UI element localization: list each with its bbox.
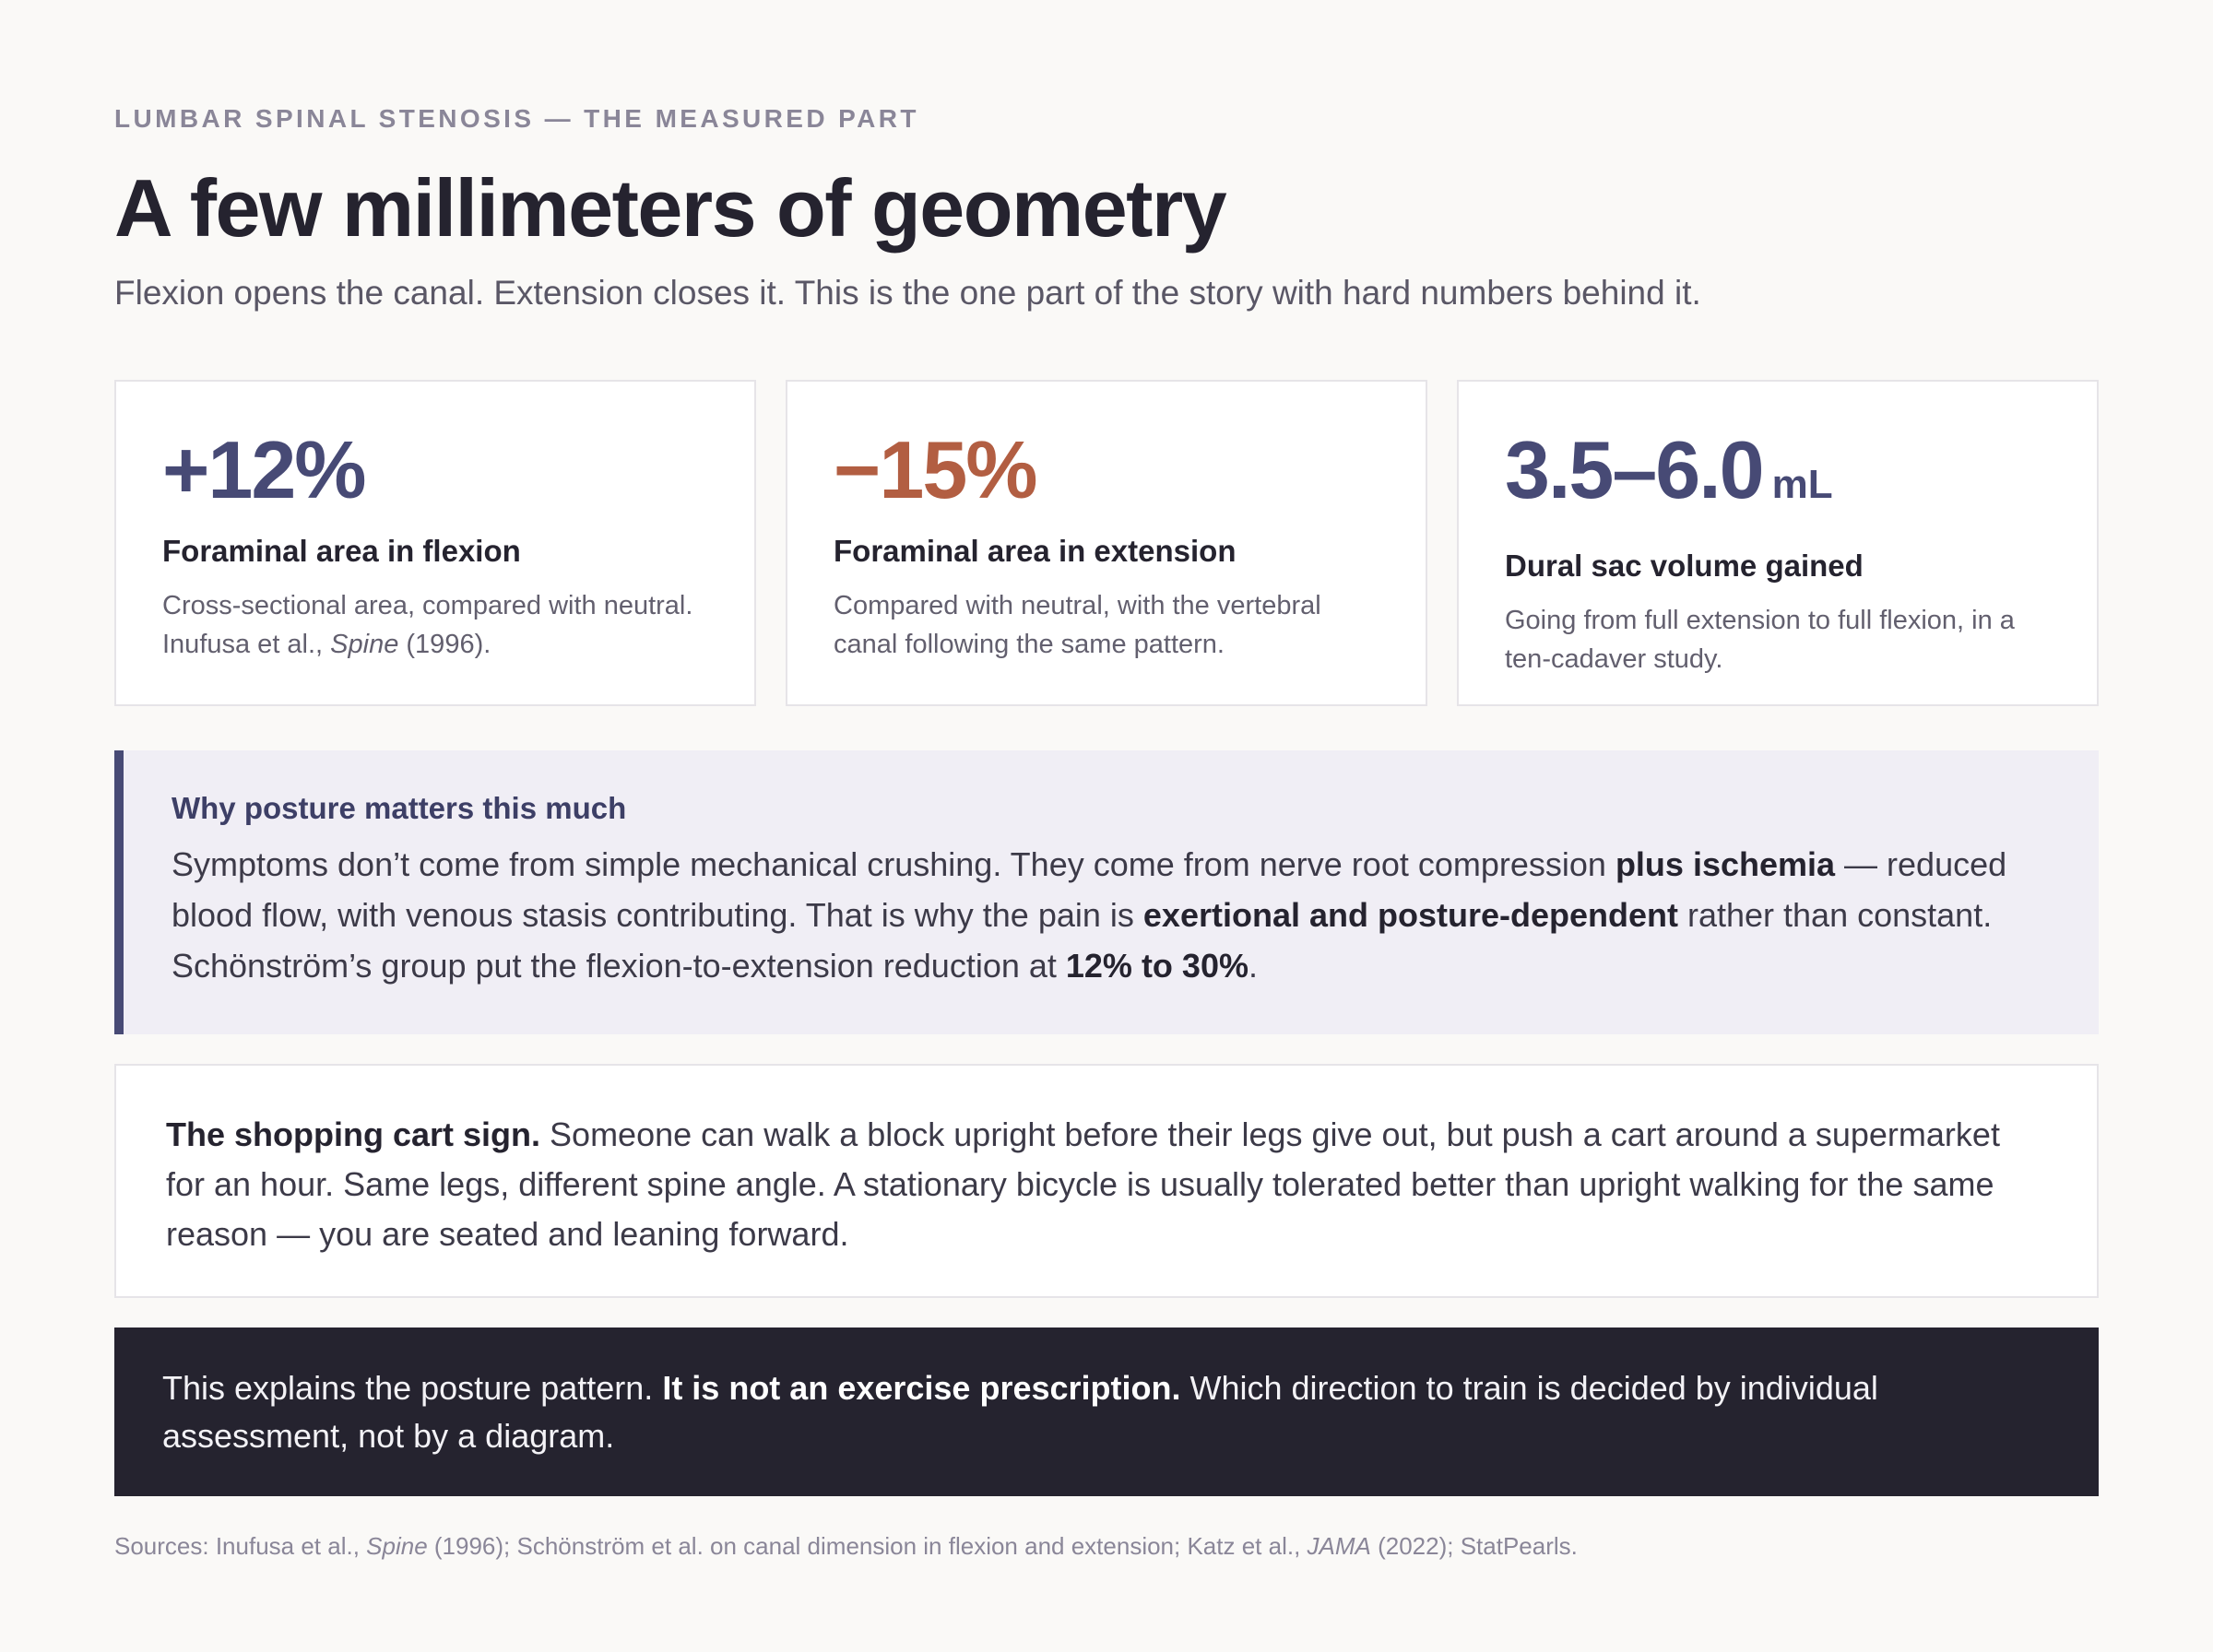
stat-card-flexion (114, 380, 756, 706)
stat-value (162, 424, 708, 516)
stat-label: Foraminal area in flexion (162, 534, 521, 568)
disclaimer-text: This explains the posture pattern. It is not an exercise prescription. Which direction to train is decided by individual assessment, not by a diagram. (162, 1369, 1878, 1455)
disclaimer-note (114, 1328, 2099, 1496)
page-title: A few millimeters of geometry (114, 162, 1226, 254)
stat-unit: mL (1771, 462, 1833, 507)
stat-description: Going from full extension to full flexion, in a ten-cadaver study. (1505, 606, 2015, 674)
callout-title: Why posture matters this much (172, 791, 627, 825)
stat-cards (114, 380, 2099, 706)
stat-label: Foraminal area in extension (834, 534, 1237, 568)
stat-number: 3.5–6.0 (1505, 424, 1763, 515)
stat-value (1505, 424, 2051, 531)
posture-callout (114, 750, 2099, 1034)
stat-card-dural-sac (1457, 380, 2099, 706)
stat-label: Dural sac volume gained (1505, 549, 1864, 583)
stat-number: −15% (834, 424, 1036, 515)
sources-footnote: Sources: Inufusa et al., Spine (1996); Schönström et al. on canal dimension in flexion and extension; Katz et al., JAMA (2022); StatPearls. (114, 1532, 1578, 1560)
shopping-cart-text: The shopping cart sign. Someone can walk a block upright before their legs give out, but push a cart around a supermarket for an hour. Same legs, different spine angle. A stationary bicycle is usually tolerated better than upright walking for the same reason — you are seated and leaning forward. (166, 1115, 2000, 1253)
shopping-cart-sign-box (114, 1064, 2099, 1298)
stat-description: Compared with neutral, with the vertebral canal following the same pattern. (834, 591, 1321, 659)
page (114, 100, 2099, 1564)
eyebrow: LUMBAR SPINAL STENOSIS — THE MEASURED PART (114, 104, 919, 133)
stat-number: +12% (162, 424, 365, 515)
stat-value (834, 424, 1379, 516)
page-subtitle: Flexion opens the canal. Extension closes it. This is the one part of the story with hard numbers behind it. (114, 274, 1701, 312)
callout-body: Symptoms don’t come from simple mechanical crushing. They come from nerve root compression plus ischemia — reduced blood flow, with venous stasis contributing. That is why the pain is exertional and posture-dependent rather than constant. Schönström’s group put the flexion-to-extension reduction at 12% to 30%. (172, 845, 2007, 985)
stat-description: Cross-sectional area, compared with neutral. Inufusa et al., Spine (1996). (162, 591, 693, 659)
stat-card-extension (786, 380, 1427, 706)
